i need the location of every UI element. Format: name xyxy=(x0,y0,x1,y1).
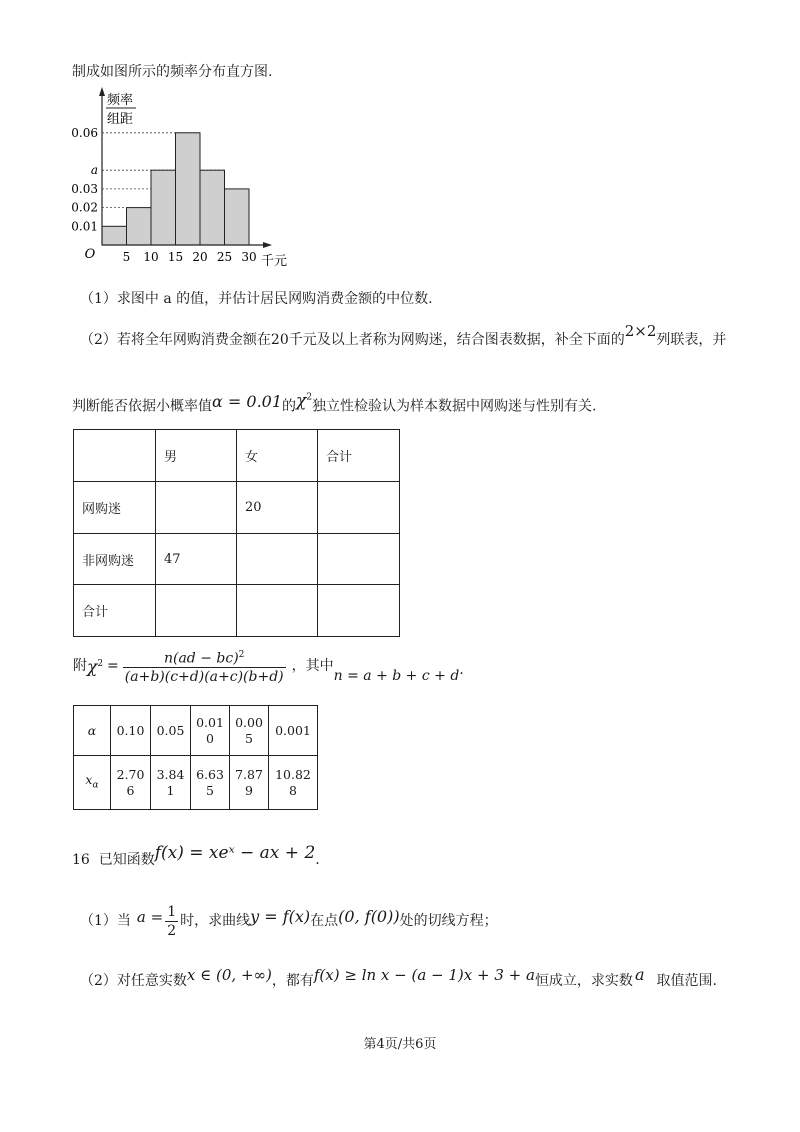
formula-equals: = xyxy=(107,658,119,674)
chi-square-formula xyxy=(73,640,464,692)
formula-numerator: n(ad − bc)$^2$ xyxy=(123,646,286,669)
table-cell: 0.10 xyxy=(111,706,151,756)
table-cell: 20 xyxy=(237,482,318,534)
p16-q2-text-b: ，都有 xyxy=(271,973,314,989)
table-cell: 47 xyxy=(156,534,237,585)
table-cell: 7.87 9 xyxy=(230,756,269,810)
intro-text: 制成如图所示的频率分布直方图. xyxy=(72,64,273,80)
histogram-bar xyxy=(151,170,176,245)
y-tick-label: 0.02 xyxy=(71,200,98,215)
table-cell xyxy=(237,534,318,585)
origin-label: O xyxy=(84,247,96,262)
table-cell: 男 xyxy=(156,430,237,482)
q2-text-b: 千元及以上者称为网购迷，结合图表数据，补全下面的 xyxy=(288,332,625,348)
frequency-histogram xyxy=(60,85,300,275)
table-cell xyxy=(318,585,400,637)
table-cell xyxy=(318,534,400,585)
table-cell xyxy=(156,585,237,637)
histogram-bar xyxy=(127,208,152,245)
x-tick-label: 30 xyxy=(241,250,257,264)
table-cell: 女 xyxy=(237,430,318,482)
table-cell: 3.84 1 xyxy=(151,756,191,810)
x-tick-label: 25 xyxy=(216,250,233,264)
p16-q2-inequality: f(x) ≥ ln x − (a − 1)x + 3 + a xyxy=(313,966,535,984)
question-2-line-1 xyxy=(80,322,727,349)
contingency-table xyxy=(73,429,400,637)
p16-q2-text-c: 恒成立，求实数 xyxy=(534,973,633,989)
histogram-bar xyxy=(225,189,250,245)
q2-text-a: （2）若将全年网购消费金额在 xyxy=(80,332,271,348)
table-cell: 非网购迷 xyxy=(74,534,156,585)
table-cell: 0.05 xyxy=(151,706,191,756)
table-cell xyxy=(156,482,237,534)
table-row xyxy=(74,482,400,534)
question-2-line-2 xyxy=(72,390,597,416)
p16-q1-text-c: 在点 xyxy=(310,913,339,929)
table-cell: $x_\alpha$ xyxy=(74,756,111,810)
table-row xyxy=(74,706,318,756)
one-half-fraction: $\frac{1}{2}$ xyxy=(167,903,177,939)
table-row xyxy=(74,534,400,585)
y-tick-label: a xyxy=(90,163,98,178)
p16-q1-text-b: 时，求曲线 xyxy=(180,913,251,929)
p16-q2-domain: x ∈ (0, +∞) xyxy=(186,966,272,984)
y-label-top: 频率 xyxy=(107,93,134,108)
table-cell: 合计 xyxy=(74,585,156,637)
p16-q1-curve: y = f(x) xyxy=(250,907,311,926)
problem-number: 16 xyxy=(72,852,90,868)
p16-q2-text-a: （2）对任意实数 xyxy=(80,973,187,989)
table-row xyxy=(74,585,400,637)
table-cell xyxy=(74,430,156,482)
y-tick-label: 0.03 xyxy=(71,181,98,196)
p16-q1-point: (0, f(0)) xyxy=(338,907,400,926)
table-cell: 2.70 6 xyxy=(111,756,151,810)
alpha-table xyxy=(73,705,318,810)
y-tick-label: 0.06 xyxy=(71,125,98,140)
problem-16-function: f(x) = xeˣ − ax + 2 xyxy=(154,843,316,863)
x-tick-label: 5 xyxy=(122,250,131,264)
table-cell: 6.63 5 xyxy=(191,756,230,810)
problem-16-q1 xyxy=(80,895,498,947)
table-cell xyxy=(318,482,400,534)
q2-alpha: α = 0.01 xyxy=(212,391,283,411)
formula-prefix: 附 xyxy=(73,658,87,674)
histogram-bar xyxy=(200,170,225,245)
p16-q2-var: a xyxy=(634,965,645,984)
problem-16-end: . xyxy=(315,852,320,868)
table-cell: 0.01 0 xyxy=(191,706,230,756)
x-axis-arrow xyxy=(263,242,272,248)
formula-n-def: n = a + b + c + d xyxy=(333,668,460,684)
table-cell: 合计 xyxy=(318,430,400,482)
p16-q1-a-equals: a = xyxy=(136,908,164,926)
table-cell: 0.001 xyxy=(269,706,318,756)
q2-value-20: 20 xyxy=(270,332,289,348)
table-row xyxy=(74,756,318,810)
histogram-bar xyxy=(176,133,201,245)
problem-16-q2 xyxy=(80,966,717,996)
q2-2x2: 2×2 xyxy=(624,322,657,340)
q2-text-f: 独立性检验认为样本数据中网购迷与性别有关. xyxy=(312,398,597,415)
x-tick-label: 10 xyxy=(143,250,159,264)
problem-16-text: 已知函数 xyxy=(98,852,155,868)
formula-fraction xyxy=(123,646,286,687)
formula-chi: $\chi^2$ xyxy=(87,657,104,678)
page-footer: 第4页/共6页 xyxy=(363,1037,437,1052)
y-axis-arrow xyxy=(99,87,105,96)
q2-text-e: 的 xyxy=(282,398,297,415)
table-cell: α xyxy=(74,706,111,756)
problem-16 xyxy=(72,843,320,869)
q2-chi: $\chi^2$ xyxy=(296,390,313,411)
table-cell: 10.82 8 xyxy=(269,756,318,810)
x-tick-label: 20 xyxy=(192,250,208,264)
formula-end: . xyxy=(459,662,464,678)
question-1: （1）求图中 a 的值，并估计居民网购消费金额的中位数. xyxy=(80,291,433,307)
formula-middle: ，其中 xyxy=(291,658,334,674)
q2-text-d: 判断能否依据小概率值 xyxy=(72,398,212,415)
table-cell xyxy=(237,585,318,637)
table-header-row xyxy=(74,430,400,482)
table-cell: 网购迷 xyxy=(74,482,156,534)
p16-q1-text-d: 处的切线方程； xyxy=(399,913,498,929)
p16-q1-text-a: （1）当 xyxy=(80,913,131,929)
x-tick-label: 15 xyxy=(167,250,184,264)
y-tick-label: 0.01 xyxy=(71,219,98,234)
table-cell: 0.00 5 xyxy=(230,706,269,756)
y-label-bottom: 组距 xyxy=(107,112,134,127)
x-axis-label: 千元 xyxy=(261,254,288,269)
q2-text-c: 列联表，并 xyxy=(656,332,727,348)
p16-q2-text-d: 取值范围. xyxy=(656,973,717,989)
histogram-bar xyxy=(102,226,127,245)
formula-denominator: (a+b)(c+d)(a+c)(b+d) xyxy=(124,669,284,686)
